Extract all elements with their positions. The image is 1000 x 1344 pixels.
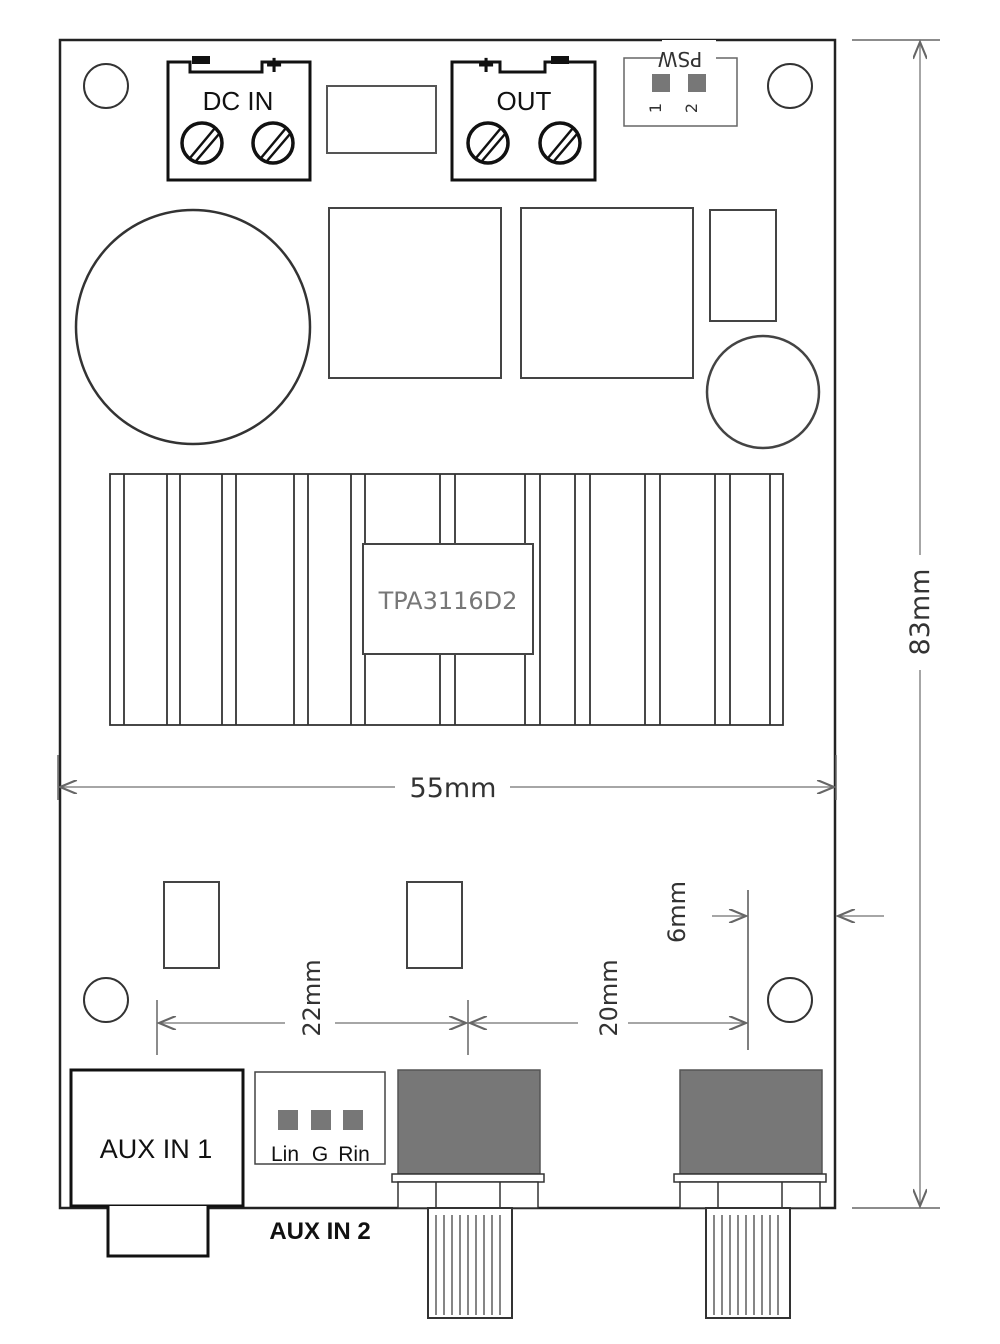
g-pin — [311, 1110, 331, 1130]
smd-component-right — [710, 210, 776, 321]
dc-in-minus-label: − — [192, 49, 208, 76]
potentiometer-left — [392, 1070, 544, 1318]
dc-in-label: DC IN — [202, 86, 274, 116]
inductor-left — [329, 208, 501, 378]
large-capacitor — [76, 210, 310, 444]
lin-label: Lin — [270, 1143, 300, 1166]
psw-pin-1 — [652, 74, 670, 92]
aux-in-1-jack — [71, 1070, 243, 1256]
rin-label: Rin — [338, 1143, 370, 1166]
psw-pin-2-label: 2 — [682, 102, 701, 114]
out-label: OUT — [496, 86, 552, 116]
chip-label: TPA3116D2 — [378, 587, 518, 615]
out-minus-label: − — [552, 49, 568, 76]
out-plus-label: + — [477, 49, 495, 80]
small-capacitor — [707, 336, 819, 448]
psw-pin-2 — [688, 74, 706, 92]
smd-component-lower-mid — [407, 882, 462, 968]
offset-dimension-label: 6mm — [663, 880, 691, 944]
psw-label: PSW — [657, 47, 703, 71]
smd-component-lower-left — [164, 882, 219, 968]
dc-in-plus-label: + — [265, 49, 283, 80]
spacing-20-label: 20mm — [595, 959, 623, 1037]
rin-pin — [343, 1110, 363, 1130]
width-dimension-label: 55mm — [409, 773, 497, 804]
potentiometer-right — [674, 1070, 826, 1318]
aux-in-2-label: AUX IN 2 — [269, 1218, 371, 1245]
g-label: G — [311, 1143, 329, 1166]
spacing-22-label: 22mm — [298, 959, 326, 1037]
lin-pin — [278, 1110, 298, 1130]
aux-in-1-label: AUX IN 1 — [99, 1134, 213, 1164]
height-dimension-label: 83mm — [905, 568, 936, 656]
psw-pin-1-label: 1 — [646, 102, 665, 114]
aux-in-2-header — [255, 1072, 385, 1245]
smd-component-top — [327, 86, 436, 153]
dimension-height — [852, 40, 940, 1208]
inductor-right — [521, 208, 693, 378]
